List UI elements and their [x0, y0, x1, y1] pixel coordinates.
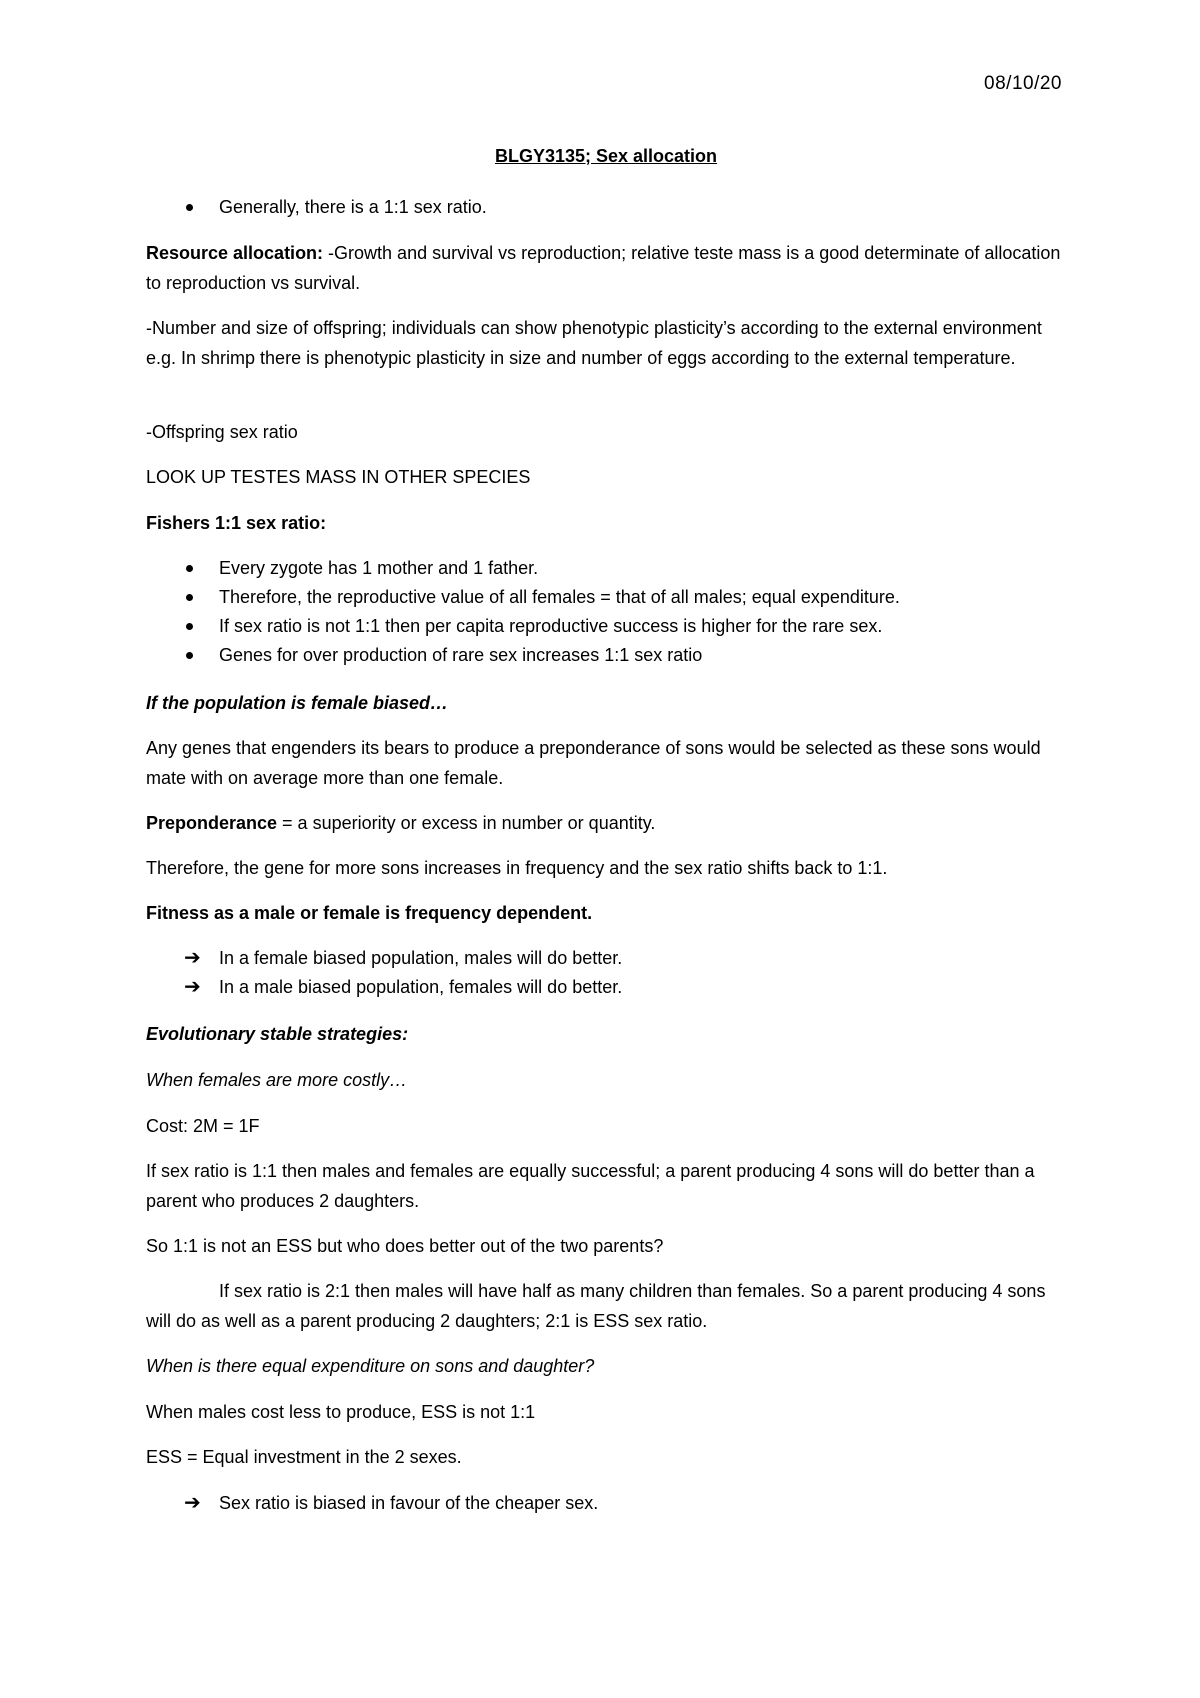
list-item: ➔ Sex ratio is biased in favour of the cheaper sex. [146, 1489, 1066, 1518]
ess-paragraph-2: So 1:1 is not an ESS but who does better out of the two parents? [146, 1236, 664, 1256]
bullet-icon [186, 623, 193, 630]
offspring-ratio-paragraph: -Offspring sex ratio [146, 422, 298, 442]
arrow-right-icon: ➔ [184, 976, 201, 998]
list-item: If sex ratio is not 1:1 then per capita reproductive success is higher for the rare sex. [146, 612, 1066, 641]
lookup-note: LOOK UP TESTES MASS IN OTHER SPECIES [146, 467, 531, 487]
resource-allocation-label: Resource allocation: [146, 243, 324, 263]
ess-paragraph-1: If sex ratio is 1:1 then males and females are equally successful; a parent producing 4 sons will do better than a parent who produces 2 daughters. [146, 1161, 1035, 1211]
preponderance-paragraph [146, 808, 1066, 838]
ess-heading: Evolutionary stable strategies: [146, 1024, 409, 1044]
fishers-list [146, 554, 1066, 670]
intro-list [146, 193, 1066, 222]
list-item: ➔ In a male biased population, females will do better. [146, 973, 1066, 1002]
bullet-icon [186, 594, 193, 601]
fishers-heading: Fishers 1:1 sex ratio: [146, 513, 327, 533]
ess-definition: ESS = Equal investment in the 2 sexes. [146, 1447, 462, 1467]
document-date: 08/10/20 [984, 73, 1062, 94]
resource-allocation-paragraph [146, 238, 1066, 298]
therefore-gene-paragraph: Therefore, the gene for more sons increases in frequency and the sex ratio shifts back to 1:1. [146, 858, 888, 878]
list-item: Therefore, the reproductive value of all females = that of all males; equal expenditure. [146, 583, 1066, 612]
list-item: Every zygote has 1 mother and 1 father. [146, 554, 1066, 583]
list-item: Genes for over production of rare sex increases 1:1 sex ratio [146, 641, 1066, 670]
list-item: Generally, there is a 1:1 sex ratio. [146, 193, 1066, 222]
arrow-right-icon: ➔ [184, 947, 201, 969]
resource-allocation-text: -Growth and survival vs reproduction; relative teste mass is a good determinate of allocation to reproduction vs survival. [146, 243, 1061, 293]
bullet-icon [186, 652, 193, 659]
males-cost-paragraph: When males cost less to produce, ESS is not 1:1 [146, 1402, 536, 1422]
ess-paragraph-3: If sex ratio is 2:1 then males will have half as many children than females. So a parent producing 4 sons will do as well as a parent producing 2 daughters; 2:1 is ESS sex ratio. [146, 1281, 1046, 1331]
female-biased-paragraph: Any genes that engenders its bears to produce a preponderance of sons would be selected as these sons would mate with on average more than one female. [146, 738, 1041, 788]
fitness-heading: Fitness as a male or female is frequency dependent. [146, 903, 593, 923]
equal-expenditure-heading: When is there equal expenditure on sons and daughter? [146, 1356, 595, 1376]
female-biased-heading: If the population is female biased… [146, 693, 449, 713]
list-item: ➔ In a female biased population, males will do better. [146, 944, 1066, 973]
bullet-icon [186, 565, 193, 572]
cost-line: Cost: 2M = 1F [146, 1116, 260, 1136]
bullet-icon [186, 204, 193, 211]
preponderance-label: Preponderance [146, 813, 278, 833]
fitness-list [146, 944, 1066, 1002]
arrow-right-icon: ➔ [184, 1492, 201, 1514]
final-list [146, 1489, 1066, 1518]
number-size-paragraph: -Number and size of offspring; individuals can show phenotypic plasticity’s according to the external environment e.g. In shrimp there is phenotypic plasticity in size and number of eggs according to the external temperature. [146, 318, 1042, 368]
preponderance-text: = a superiority or excess in number or quantity. [277, 813, 656, 833]
ess-subheading: When females are more costly… [146, 1070, 408, 1090]
document-title: BLGY3135; Sex allocation [494, 146, 718, 166]
